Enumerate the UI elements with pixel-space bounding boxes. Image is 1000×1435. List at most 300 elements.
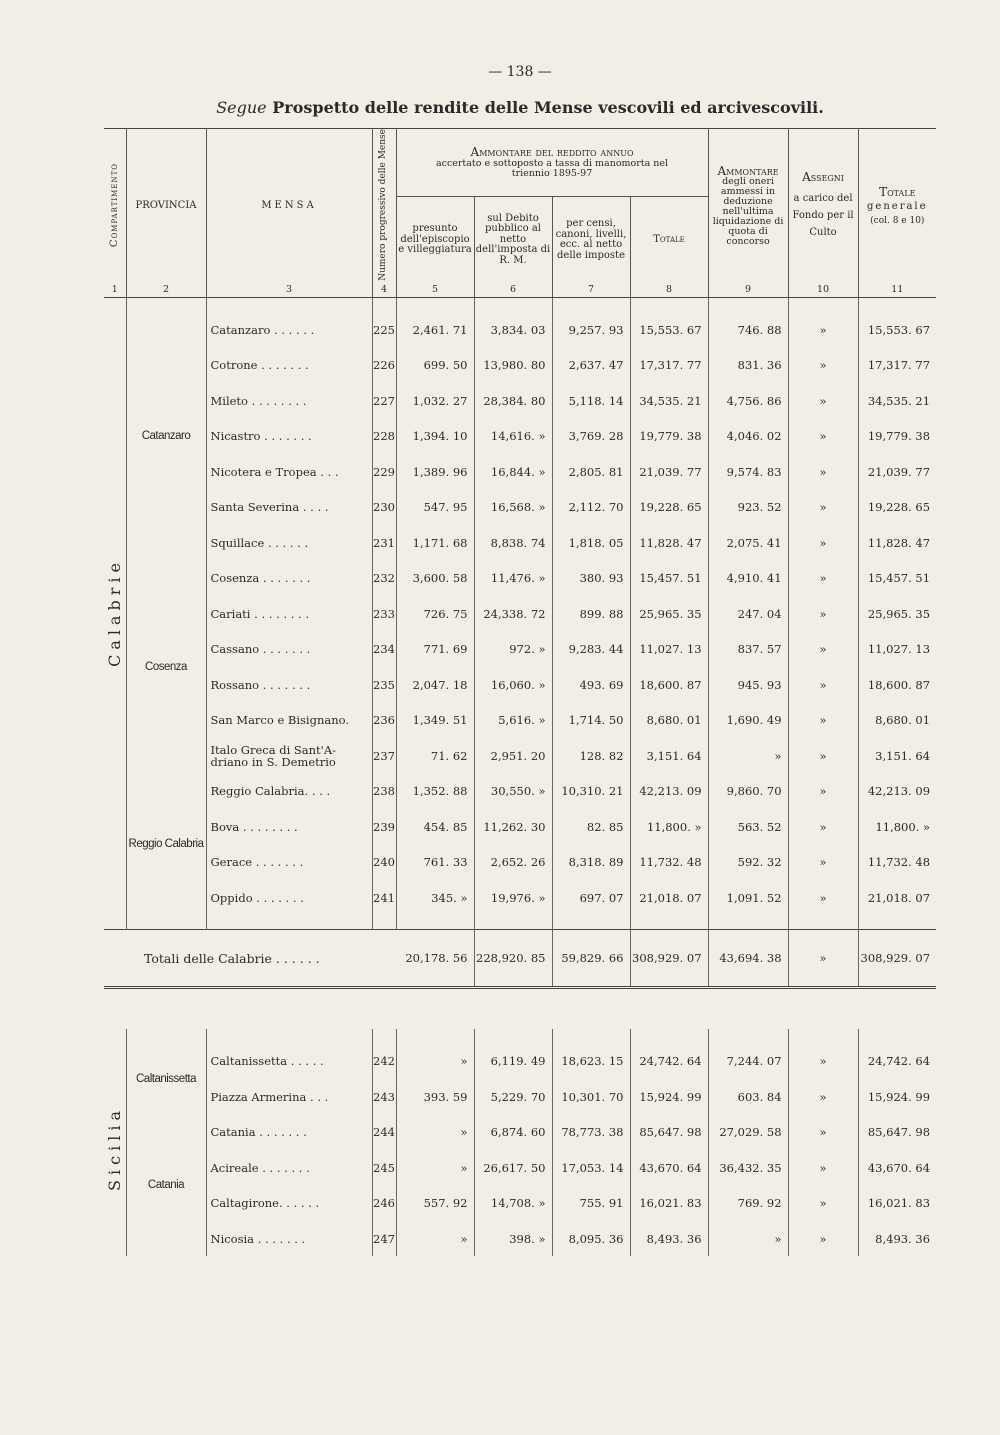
oneri-value: 945. 93 xyxy=(708,667,788,703)
totale-value: 21,039. 77 xyxy=(630,454,708,490)
mensa-name: Squillace . . . . . . xyxy=(206,525,372,561)
totale-generale-value: 24,742. 64 xyxy=(867,1054,931,1069)
censi-value: 1,714. 50 xyxy=(552,702,630,738)
spacer-cell xyxy=(788,915,858,930)
mensa-name: Cosenza . . . . . . . xyxy=(206,560,372,596)
mensa-name: Nicotera e Tropea . . . xyxy=(206,454,372,490)
presunto-value: » xyxy=(396,1043,474,1079)
rendite-table xyxy=(104,128,936,1256)
mensa-number: 241 xyxy=(372,880,396,916)
totale-value: 24,742. 64 xyxy=(630,1043,708,1079)
debito-value: 6,119. 49 xyxy=(474,1043,552,1079)
totale-generale-value: 19,779. 38 xyxy=(867,429,931,444)
debito-value: 2,951. 20 xyxy=(474,738,552,774)
mensa-number: 242 xyxy=(372,1043,396,1079)
table-row xyxy=(104,383,936,419)
assegni-value: » xyxy=(788,312,858,348)
totale-generale-value: 43,670. 64 xyxy=(867,1160,931,1175)
compartimento-cell xyxy=(104,312,126,916)
totale-generale-value: 42,213. 09 xyxy=(867,784,931,799)
presunto-value: 2,461. 71 xyxy=(396,312,474,348)
totale-generale-value: 15,457. 51 xyxy=(867,571,931,586)
presunto-value: 3,600. 58 xyxy=(396,560,474,596)
totale-value: 19,779. 38 xyxy=(630,418,708,454)
censi-value: 8,318. 89 xyxy=(552,844,630,880)
provincia-label: Reggio Calabria xyxy=(126,773,206,915)
assegni-value: » xyxy=(788,880,858,916)
oneri-value: 563. 52 xyxy=(708,809,788,845)
spacer-cell xyxy=(396,297,474,312)
presunto-value: 699. 50 xyxy=(396,347,474,383)
oneri-value: 2,075. 41 xyxy=(708,525,788,561)
oneri-value: 923. 52 xyxy=(708,489,788,525)
presunto-value: 1,352. 88 xyxy=(396,773,474,809)
debito-value-total: 228,920. 85 xyxy=(474,930,552,988)
provincia-label: Catanzaro xyxy=(126,312,206,561)
col-number: 7 xyxy=(552,283,630,298)
totale-generale-value: 11,732. 48 xyxy=(867,855,931,870)
oneri-value: 746. 88 xyxy=(708,312,788,348)
spacer-row xyxy=(104,915,936,930)
spacer-cell xyxy=(788,1029,858,1043)
debito-value: 3,834. 03 xyxy=(474,312,552,348)
assegni-value: » xyxy=(788,631,858,667)
presunto-value-total: 20,178. 56 xyxy=(396,930,474,988)
totale-value: 43,670. 64 xyxy=(630,1150,708,1186)
totale-generale-value: 21,018. 07 xyxy=(867,890,931,905)
table-row xyxy=(104,702,936,738)
oneri-value: 1,091. 52 xyxy=(708,880,788,916)
spacer-cell xyxy=(104,297,126,312)
totale-generale-value: 15,924. 99 xyxy=(867,1089,931,1104)
totale-generale-value: 18,600. 87 xyxy=(867,677,931,692)
mensa-name: Acireale . . . . . . . xyxy=(206,1150,372,1186)
oneri-value: 4,910. 41 xyxy=(708,560,788,596)
censi-value: 18,623. 15 xyxy=(552,1043,630,1079)
table-row xyxy=(104,1043,936,1079)
totale-value: 21,018. 07 xyxy=(630,880,708,916)
table-body xyxy=(104,297,936,1256)
totale-value: 11,828. 47 xyxy=(630,525,708,561)
censi-value: 128. 82 xyxy=(552,738,630,774)
assegni-value: » xyxy=(788,1114,858,1150)
mensa-number: 237 xyxy=(372,738,396,774)
spacer-cell xyxy=(708,297,788,312)
header-row xyxy=(104,129,936,197)
censi-value: 10,301. 70 xyxy=(552,1079,630,1115)
header-totale-generale: Totale generale (col. 8 e 10) xyxy=(858,129,936,283)
spacer-cell xyxy=(858,1029,936,1043)
oneri-value: 9,860. 70 xyxy=(708,773,788,809)
table-row xyxy=(104,560,936,596)
header-censi: per censi, canoni, livelli, ecc. al netto delle imposte xyxy=(552,197,630,283)
table-row xyxy=(104,738,936,774)
spacer-cell xyxy=(206,297,372,312)
mensa-number: 244 xyxy=(372,1114,396,1150)
spacer-cell xyxy=(126,915,206,930)
mensa-name: Reggio Calabria. . . . xyxy=(206,773,372,809)
provincia-label: Cosenza xyxy=(126,560,206,773)
oneri-value: 7,244. 07 xyxy=(708,1043,788,1079)
spacer-cell xyxy=(206,915,372,930)
totals-row xyxy=(104,930,936,988)
mensa-name: Piazza Armerina . . . xyxy=(206,1079,372,1115)
mensa-number: 239 xyxy=(372,809,396,845)
assegni-value: » xyxy=(788,773,858,809)
censi-value: 5,118. 14 xyxy=(552,383,630,419)
censi-value: 9,257. 93 xyxy=(552,312,630,348)
totale-generale-value: 17,317. 77 xyxy=(867,358,931,373)
col-number: 3 xyxy=(206,283,372,298)
debito-value: 14,708. » xyxy=(474,1185,552,1221)
totale-value: 8,493. 36 xyxy=(630,1221,708,1257)
mensa-name: Gerace . . . . . . . xyxy=(206,844,372,880)
spacer-cell xyxy=(474,297,552,312)
presunto-value: 547. 95 xyxy=(396,489,474,525)
assegni-value: » xyxy=(788,1221,858,1257)
censi-value: 493. 69 xyxy=(552,667,630,703)
mensa-number: 235 xyxy=(372,667,396,703)
totale-value: 25,965. 35 xyxy=(630,596,708,632)
assegni-value: » xyxy=(788,738,858,774)
mensa-name: Cassano . . . . . . . xyxy=(206,631,372,667)
presunto-value: 1,171. 68 xyxy=(396,525,474,561)
presunto-value: 71. 62 xyxy=(396,738,474,774)
censi-value: 9,283. 44 xyxy=(552,631,630,667)
title-segue: Segue xyxy=(216,98,267,117)
debito-value: 11,262. 30 xyxy=(474,809,552,845)
presunto-value: » xyxy=(396,1114,474,1150)
totale-generale-value: 19,228. 65 xyxy=(867,500,931,515)
mensa-number: 247 xyxy=(372,1221,396,1257)
censi-value: 899. 88 xyxy=(552,596,630,632)
header-totale: Totale xyxy=(630,197,708,283)
debito-value: 19,976. » xyxy=(474,880,552,916)
debito-value: 28,384. 80 xyxy=(474,383,552,419)
totale-value: 85,647. 98 xyxy=(630,1114,708,1150)
mensa-name: Catanzaro . . . . . . xyxy=(206,312,372,348)
totale-generale-value: 3,151. 64 xyxy=(875,748,931,763)
spacer-cell xyxy=(474,1029,552,1043)
debito-value: 5,229. 70 xyxy=(474,1079,552,1115)
debito-value: 13,980. 80 xyxy=(474,347,552,383)
mensa-name: Italo Greca di Sant'A- driano in S. Demetrio xyxy=(206,738,372,774)
assegni-value: » xyxy=(788,383,858,419)
assegni-value: » xyxy=(788,454,858,490)
oneri-value: 9,574. 83 xyxy=(708,454,788,490)
assegni-value: » xyxy=(788,489,858,525)
oneri-value: » xyxy=(708,738,788,774)
col-number: 4 xyxy=(372,283,396,298)
mensa-number: 229 xyxy=(372,454,396,490)
totale-generale-value: 16,021. 83 xyxy=(867,1196,931,1211)
mensa-number: 225 xyxy=(372,312,396,348)
censi-value: 755. 91 xyxy=(552,1185,630,1221)
table-row xyxy=(104,596,936,632)
table-row xyxy=(104,1221,936,1257)
table-row xyxy=(104,312,936,348)
oneri-value: 4,046. 02 xyxy=(708,418,788,454)
censi-value: 8,095. 36 xyxy=(552,1221,630,1257)
debito-value: 14,616. » xyxy=(474,418,552,454)
totale-value: 17,317. 77 xyxy=(630,347,708,383)
gap-cell xyxy=(104,988,936,1030)
debito-value: 2,652. 26 xyxy=(474,844,552,880)
mensa-name: Cariati . . . . . . . . xyxy=(206,596,372,632)
page-title xyxy=(0,98,1000,117)
spacer-row xyxy=(104,1029,936,1043)
presunto-value: 454. 85 xyxy=(396,809,474,845)
censi-value: 1,818. 05 xyxy=(552,525,630,561)
compartimento-cell xyxy=(104,1043,126,1256)
table-row xyxy=(104,773,936,809)
mensa-number: 236 xyxy=(372,702,396,738)
compartimento-label: Calabrie xyxy=(105,557,125,667)
totale-value: 11,027. 13 xyxy=(630,631,708,667)
totale-generale-value: 11,800. » xyxy=(875,819,931,834)
table-row xyxy=(104,1185,936,1221)
oneri-value: 603. 84 xyxy=(708,1079,788,1115)
col-number: 5 xyxy=(396,283,474,298)
spacer-cell xyxy=(372,297,396,312)
assegni-value: » xyxy=(788,418,858,454)
debito-value: 11,476. » xyxy=(474,560,552,596)
totale-generale-value: 21,039. 77 xyxy=(867,464,931,479)
debito-value: 16,568. » xyxy=(474,489,552,525)
totale-value: 15,457. 51 xyxy=(630,560,708,596)
col-number: 11 xyxy=(858,283,936,298)
provincia-label: Catania xyxy=(126,1114,206,1256)
totale-value: 34,535. 21 xyxy=(630,383,708,419)
mensa-name: Oppido . . . . . . . xyxy=(206,880,372,916)
presunto-value: 2,047. 18 xyxy=(396,667,474,703)
header-mensa: MENSA xyxy=(206,129,372,283)
oneri-value: 769. 92 xyxy=(708,1185,788,1221)
spacer-cell xyxy=(372,915,396,930)
spacer-cell xyxy=(708,1029,788,1043)
censi-value-total: 59,829. 66 xyxy=(552,930,630,988)
table-row xyxy=(104,454,936,490)
censi-value: 10,310. 21 xyxy=(552,773,630,809)
totale-value: 11,732. 48 xyxy=(630,844,708,880)
assegni-value: » xyxy=(788,560,858,596)
assegni-value: » xyxy=(788,347,858,383)
mensa-name: Mileto . . . . . . . . xyxy=(206,383,372,419)
presunto-value: 726. 75 xyxy=(396,596,474,632)
mensa-name: Caltagirone. . . . . . xyxy=(206,1185,372,1221)
page-number: — 138 — xyxy=(488,64,552,80)
assegni-value: » xyxy=(788,844,858,880)
spacer-cell xyxy=(788,297,858,312)
table-row xyxy=(104,347,936,383)
col-number: 10 xyxy=(788,283,858,298)
totale-value: 18,600. 87 xyxy=(630,667,708,703)
table-row xyxy=(104,667,936,703)
assegni-value: » xyxy=(788,596,858,632)
totale-value: 15,553. 67 xyxy=(630,312,708,348)
censi-value: 17,053. 14 xyxy=(552,1150,630,1186)
spacer-cell xyxy=(708,915,788,930)
totals-label: Totali delle Calabrie . . . . . . xyxy=(104,930,396,988)
oneri-value: 247. 04 xyxy=(708,596,788,632)
debito-value: 972. » xyxy=(474,631,552,667)
assegni-value: » xyxy=(788,1185,858,1221)
table-row xyxy=(104,1079,936,1115)
col-number: 6 xyxy=(474,283,552,298)
censi-value: 3,769. 28 xyxy=(552,418,630,454)
column-number-row xyxy=(104,283,936,298)
debito-value: 24,338. 72 xyxy=(474,596,552,632)
presunto-value: 557. 92 xyxy=(396,1185,474,1221)
debito-value: 398. » xyxy=(474,1221,552,1257)
mensa-name: Caltanissetta . . . . . xyxy=(206,1043,372,1079)
mensa-name: Bova . . . . . . . . xyxy=(206,809,372,845)
censi-value: 2,112. 70 xyxy=(552,489,630,525)
totale-generale-value: 8,680. 01 xyxy=(875,713,931,728)
mensa-number: 230 xyxy=(372,489,396,525)
table-row xyxy=(104,489,936,525)
mensa-number: 231 xyxy=(372,525,396,561)
presunto-value: 1,032. 27 xyxy=(396,383,474,419)
spacer-cell xyxy=(126,1029,206,1043)
mensa-name: Cotrone . . . . . . . xyxy=(206,347,372,383)
oneri-value-total: 43,694. 38 xyxy=(708,930,788,988)
oneri-value: » xyxy=(708,1221,788,1257)
header-numero: Numero progressivo delle Mense xyxy=(372,129,396,283)
spacer-cell xyxy=(396,1029,474,1043)
mensa-number: 246 xyxy=(372,1185,396,1221)
header-provincia: PROVINCIA xyxy=(126,129,206,283)
header-presunto: presunto dell'episcopio e villeggiatura xyxy=(396,197,474,283)
header-oneri: Ammontare degli oneri ammessi in deduzione nell'ultima liquidazione di quota di concorso xyxy=(708,129,788,283)
assegni-value: » xyxy=(788,1043,858,1079)
presunto-value: » xyxy=(396,1150,474,1186)
totale-generale-value: 85,647. 98 xyxy=(867,1125,931,1140)
compartimento-label: Sicilia xyxy=(105,1105,125,1191)
censi-value: 2,805. 81 xyxy=(552,454,630,490)
spacer-row xyxy=(104,297,936,312)
header-assegni: Assegni a carico del Fondo per il Culto xyxy=(788,129,858,283)
spacer-cell xyxy=(104,915,126,930)
debito-value: 8,838. 74 xyxy=(474,525,552,561)
assegni-value: » xyxy=(788,1150,858,1186)
spacer-cell xyxy=(552,915,630,930)
oneri-value: 831. 36 xyxy=(708,347,788,383)
mensa-number: 226 xyxy=(372,347,396,383)
title-text: Prospetto delle rendite delle Mense vescovili ed arcivescovili. xyxy=(272,98,824,117)
presunto-value: 761. 33 xyxy=(396,844,474,880)
debito-value: 30,550. » xyxy=(474,773,552,809)
spacer-cell xyxy=(630,297,708,312)
censi-value: 82. 85 xyxy=(552,809,630,845)
censi-value: 380. 93 xyxy=(552,560,630,596)
spacer-cell xyxy=(858,915,936,930)
col-number: 1 xyxy=(104,283,126,298)
assegni-value: » xyxy=(788,702,858,738)
spacer-cell xyxy=(372,1029,396,1043)
debito-value: 16,844. » xyxy=(474,454,552,490)
presunto-value: 393. 59 xyxy=(396,1079,474,1115)
mensa-number: 227 xyxy=(372,383,396,419)
oneri-value: 837. 57 xyxy=(708,631,788,667)
mensa-number: 243 xyxy=(372,1079,396,1115)
mensa-number: 240 xyxy=(372,844,396,880)
assegni-value: » xyxy=(788,525,858,561)
spacer-cell xyxy=(630,915,708,930)
totale-value-total: 308,929. 07 xyxy=(630,930,708,988)
provincia-label: Caltanissetta xyxy=(126,1043,206,1114)
totale-generale-value: 11,027. 13 xyxy=(867,642,931,657)
table-row xyxy=(104,1150,936,1186)
mensa-number: 233 xyxy=(372,596,396,632)
presunto-value: 771. 69 xyxy=(396,631,474,667)
spacer-cell xyxy=(552,297,630,312)
spacer-cell xyxy=(104,1029,126,1043)
header-ammontare-reddito: Ammontare del reddito annuo accertato e sottoposto a tassa di manomorta nel triennio 1895-97 xyxy=(396,129,708,197)
assegni-value: » xyxy=(788,809,858,845)
presunto-value: » xyxy=(396,1221,474,1257)
oneri-value: 36,432. 35 xyxy=(708,1150,788,1186)
table-row xyxy=(104,809,936,845)
spacer-cell xyxy=(206,1029,372,1043)
table-row xyxy=(104,525,936,561)
mensa-name: Rossano . . . . . . . xyxy=(206,667,372,703)
spacer-cell xyxy=(474,915,552,930)
header-debito: sul Debito pubblico al netto dell'imposta di R. M. xyxy=(474,197,552,283)
mensa-name: San Marco e Bisignano. xyxy=(206,702,372,738)
totale-generale-value: 34,535. 21 xyxy=(867,393,931,408)
totale-value: 16,021. 83 xyxy=(630,1185,708,1221)
mensa-name: Santa Severina . . . . xyxy=(206,489,372,525)
assegni-value: » xyxy=(788,1079,858,1115)
presunto-value: 1,349. 51 xyxy=(396,702,474,738)
spacer-cell xyxy=(396,915,474,930)
totale-generale-value: 25,965. 35 xyxy=(867,606,931,621)
col-number: 8 xyxy=(630,283,708,298)
totale-value: 19,228. 65 xyxy=(630,489,708,525)
totale-value: 42,213. 09 xyxy=(630,773,708,809)
mensa-number: 238 xyxy=(372,773,396,809)
totale-value: 8,680. 01 xyxy=(630,702,708,738)
table-row xyxy=(104,880,936,916)
censi-value: 697. 07 xyxy=(552,880,630,916)
table-row xyxy=(104,631,936,667)
oneri-value: 1,690. 49 xyxy=(708,702,788,738)
oneri-value: 4,756. 86 xyxy=(708,383,788,419)
table-row xyxy=(104,844,936,880)
debito-value: 16,060. » xyxy=(474,667,552,703)
totale-generale-value: 8,493. 36 xyxy=(875,1231,931,1246)
mensa-name: Nicastro . . . . . . . xyxy=(206,418,372,454)
totale-value: 15,924. 99 xyxy=(630,1079,708,1115)
assegni-value: » xyxy=(788,667,858,703)
header-compartimento: Compartimento xyxy=(104,129,126,283)
debito-value: 6,874. 60 xyxy=(474,1114,552,1150)
oneri-value: 592. 32 xyxy=(708,844,788,880)
spacer-cell xyxy=(858,297,936,312)
spacer-cell xyxy=(552,1029,630,1043)
censi-value: 2,637. 47 xyxy=(552,347,630,383)
table-row xyxy=(104,1114,936,1150)
spacer-cell xyxy=(126,297,206,312)
mensa-number: 234 xyxy=(372,631,396,667)
presunto-value: 1,394. 10 xyxy=(396,418,474,454)
mensa-number: 232 xyxy=(372,560,396,596)
col-number: 2 xyxy=(126,283,206,298)
debito-value: 26,617. 50 xyxy=(474,1150,552,1186)
gap-row xyxy=(104,988,936,1030)
oneri-value: 27,029. 58 xyxy=(708,1114,788,1150)
